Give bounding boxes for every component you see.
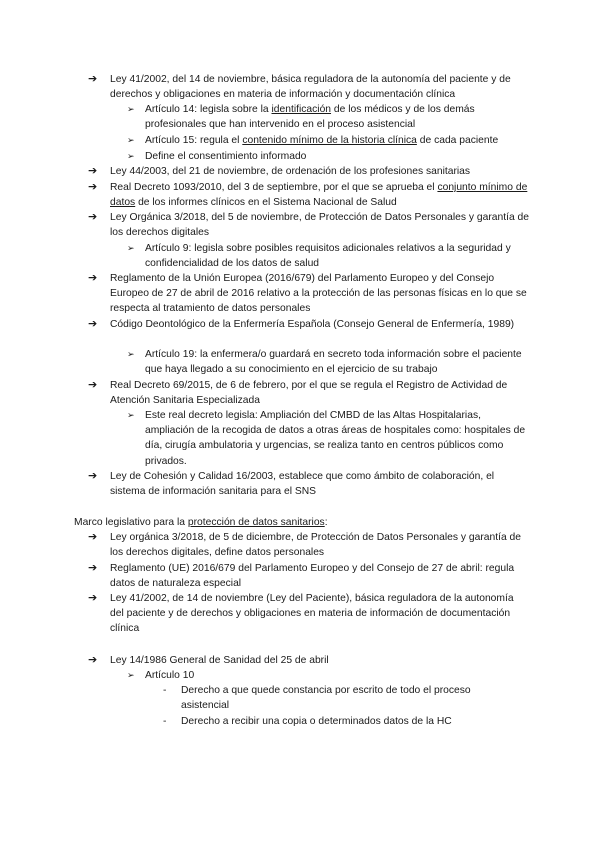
arrow-bullet-icon: ➔ <box>88 318 98 330</box>
dash-bullet-icon: - <box>163 685 167 696</box>
chevron-bullet-icon: ➢ <box>127 104 135 114</box>
list-item: ➔ Ley orgánica 3/2018, de 5 de diciembre, de Protección de Datos Personales y garantía de los derechos digitales, define datos personales <box>88 531 521 559</box>
chevron-bullet-icon: ➢ <box>127 151 135 161</box>
list-item: ➔ Ley Orgánica 3/2018, del 5 de noviembre, de Protección de Datos Personales y garantía de los derechos digitales <box>88 211 529 239</box>
arrow-bullet-icon: ➔ <box>88 73 98 85</box>
list-item: ➔ Reglamento de la Unión Europea (2016/679) del Parlamento Europeo y del Consejo Europeo de 27 de abril de 2016 relativo a la protección de las personas físicas en lo que se respecta al tratamiento de datos personales <box>88 272 527 315</box>
arrow-bullet-icon: ➔ <box>88 211 98 223</box>
arrow-bullet-icon: ➔ <box>88 470 98 482</box>
list-item: ➔ Ley de Cohesión y Calidad 16/2003, establece que como ámbito de colaboración, el sistema de información sanitaria para el SNS <box>88 470 495 498</box>
arrow-bullet-icon: ➔ <box>88 654 98 666</box>
list-item: ➢ Artículo 9: legisla sobre posibles requisitos adicionales relativos a la seguridad y confidencialidad de los datos de salud <box>127 243 511 270</box>
arrow-bullet-icon: ➔ <box>88 531 98 543</box>
list-item: ➔ Reglamento (UE) 2016/679 del Parlamento Europeo y del Consejo de 27 de abril: regula datos de naturaleza especial <box>88 562 515 590</box>
arrow-bullet-icon: ➔ <box>88 379 98 391</box>
list-item: ➢ Artículo 19: la enfermera/o guardará en secreto toda información sobre el paciente que haya llegado a su conocimiento en el ejercicio de su trabajo <box>127 349 522 376</box>
dash-bullet-icon: - <box>163 716 167 727</box>
chevron-bullet-icon: ➢ <box>127 243 135 253</box>
list-item: ➔ Real Decreto 69/2015, de 6 de febrero, por el que se regula el Registro de Actividad de Atención Sanitaria Especializada <box>88 379 508 407</box>
list-item: ➢ Artículo 15: regula el contenido mínimo de la historia clínica de cada paciente <box>145 133 530 148</box>
list-item: ➔ Ley 14/1986 General de Sanidad del 25 de abril <box>110 653 530 668</box>
chevron-bullet-icon: ➢ <box>127 670 135 680</box>
arrow-bullet-icon: ➔ <box>88 272 98 284</box>
arrow-bullet-icon: ➔ <box>88 592 98 604</box>
arrow-bullet-icon: ➔ <box>88 165 98 177</box>
list-item: ➢ Artículo 14: legisla sobre la identificación de los médicos y de los demás profesionales que han intervenido en el proceso asistencial <box>127 104 475 131</box>
list-item: ➢ Artículo 10 <box>145 668 530 683</box>
arrow-bullet-icon: ➔ <box>88 562 98 574</box>
list-item: ➔ Ley 41/2002, del 14 de noviembre, básica reguladora de la autonomía del paciente y de derechos y obligaciones en materia de información y documentación clínica <box>88 73 511 101</box>
list-item: - Derecho a recibir una copia o determinados datos de la HC <box>181 714 501 729</box>
list-item: ➔ Código Deontológico de la Enfermería Española (Consejo General de Enfermería, 1989) <box>110 317 530 332</box>
chevron-bullet-icon: ➢ <box>127 349 135 359</box>
list-item: - Derecho a que quede constancia por escrito de todo el proceso asistencial <box>163 685 471 712</box>
list-item: ➔ Ley 41/2002, de 14 de noviembre (Ley del Paciente), básica reguladora de la autonomía del paciente y de derechos y obligaciones en materia de información de documentación clínica <box>88 592 514 635</box>
list-item: ➢ Define el consentimiento informado <box>145 149 530 164</box>
list-item: ➔ Ley 44/2003, del 21 de noviembre, de ordenación de los profesiones sanitarias <box>110 164 530 179</box>
chevron-bullet-icon: ➢ <box>127 135 135 145</box>
chevron-bullet-icon: ➢ <box>127 410 135 420</box>
list-item: ➢ Este real decreto legisla: Ampliación del CMBD de las Altas Hospitalarias, ampliación de la recogida de datos a otras áreas de hospitales como: hospitales de día, cirugía ambulatoria y urgencias, se realiza tanto en centros públicos como privados. <box>127 410 526 467</box>
list-item: ➔ Real Decreto 1093/2010, del 3 de septiembre, por el que se aprueba el conjunto mínimo de datos de los informes clínicos en el Sistema Nacional de Salud <box>88 181 528 209</box>
section-intro: Marco legislativo para la protección de datos sanitarios: <box>74 517 328 528</box>
arrow-bullet-icon: ➔ <box>88 181 98 193</box>
